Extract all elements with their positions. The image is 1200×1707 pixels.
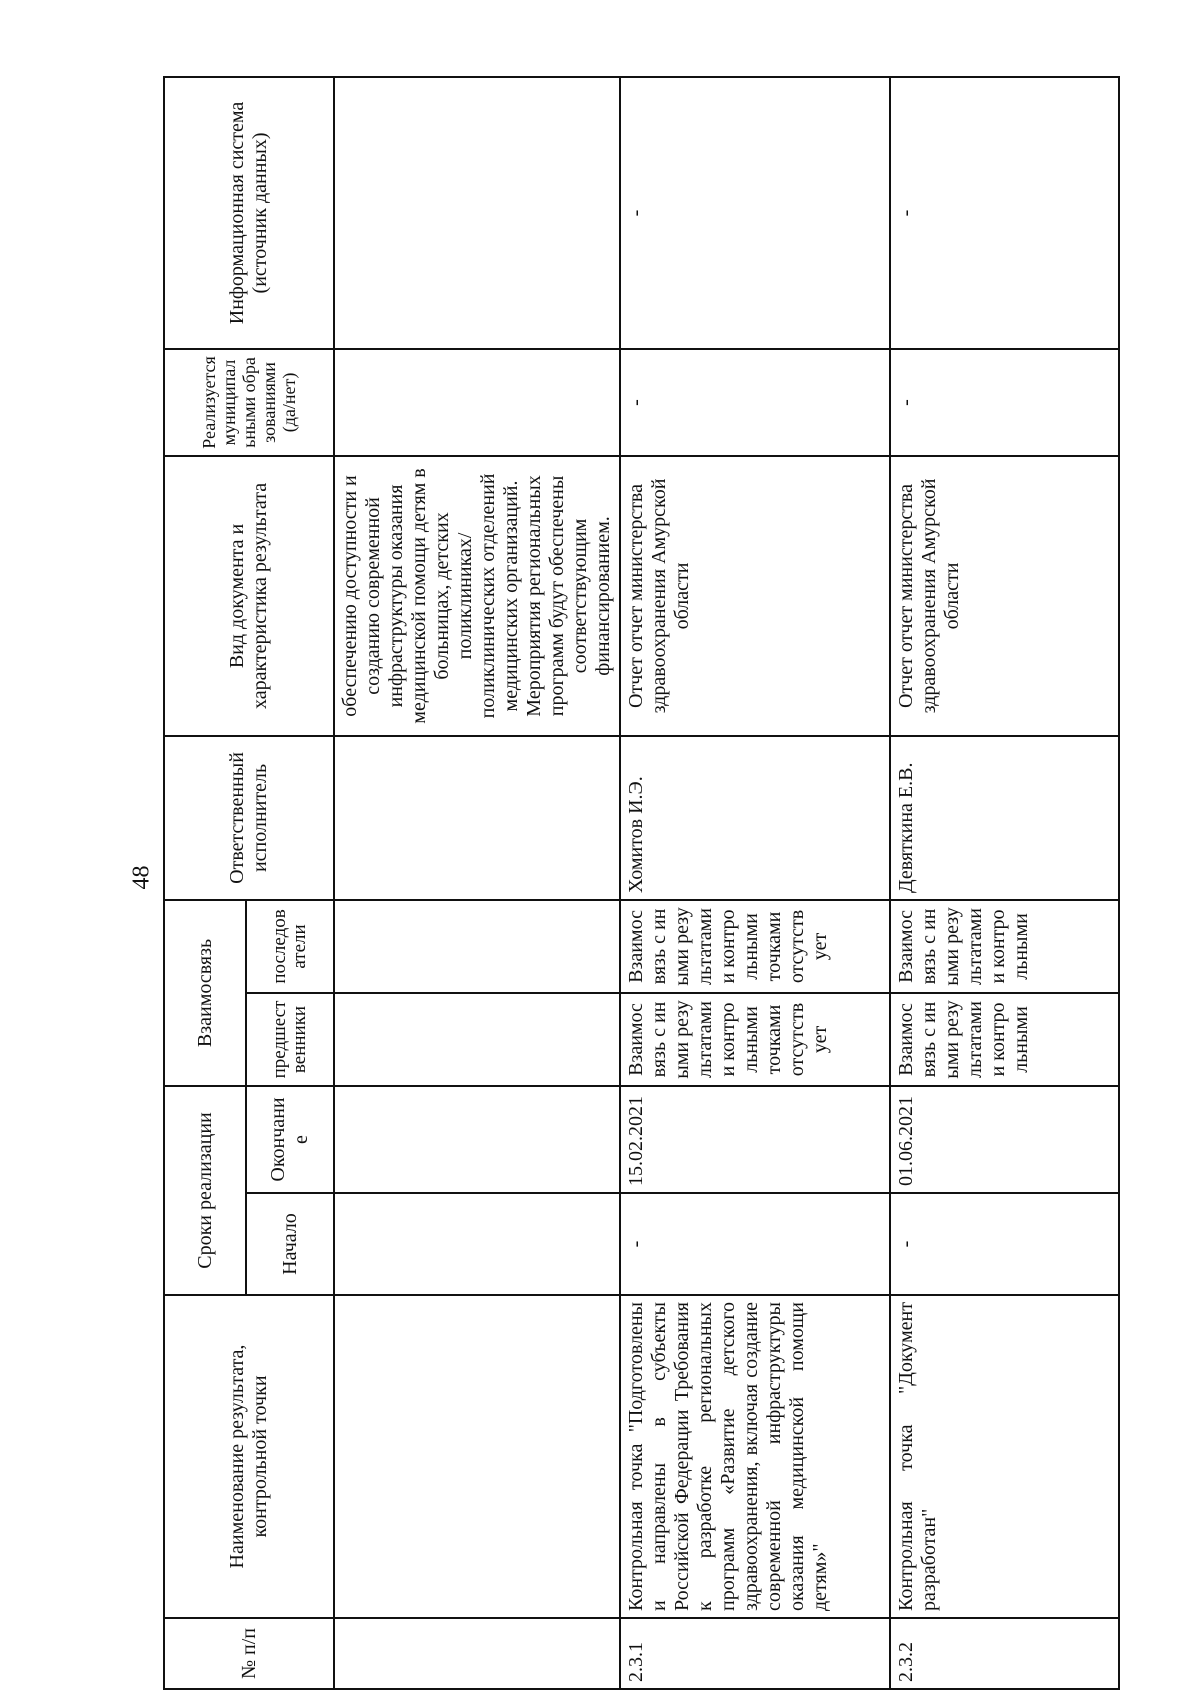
cell-pred: Взаимосвязь с иными результатами и контрольными точками отсутствует: [620, 993, 890, 1086]
cell-num: 2.3.1: [620, 1618, 890, 1689]
header-mun: Реализуется муниципальными образованиями (да/нет): [164, 349, 334, 456]
cell-end: 01.06.2021: [890, 1086, 1119, 1193]
header-pred: предшественники: [246, 993, 334, 1086]
results-table: [163, 76, 1120, 1690]
cell-doc: Отчет отчет министерства здравоохранения Амурской области: [890, 456, 1119, 736]
table-row: [890, 77, 1119, 1689]
header-row-1: [164, 77, 246, 1689]
cell-resp: Девяткина Е.В.: [890, 736, 1119, 900]
cell-start: -: [890, 1193, 1119, 1295]
cell-num: 2.3.2: [890, 1618, 1119, 1689]
cell-succ: Взаимосвязь с иными результатами и контрольными точками отсутствует: [620, 900, 890, 993]
page-number: 48: [128, 865, 155, 890]
header-succ: последователи: [246, 900, 334, 993]
cell-start: [334, 1193, 620, 1295]
cell-mun: -: [620, 349, 890, 456]
cell-name: Контрольная точка "Документ разработан": [890, 1295, 1119, 1618]
cell-start: -: [620, 1193, 890, 1295]
table-row: [620, 77, 890, 1689]
header-start: Начало: [246, 1193, 334, 1295]
cell-info: [334, 77, 620, 349]
header-name: Наименование результата, контрольной точки: [164, 1295, 334, 1618]
header-end: Окончание: [246, 1086, 334, 1193]
cell-info: -: [890, 77, 1119, 349]
cell-doc: Отчет отчет министерства здравоохранения Амурской области: [620, 456, 890, 736]
header-info: Информационная система (источник данных): [164, 77, 334, 349]
cell-mun: [334, 349, 620, 456]
cell-succ: [334, 900, 620, 993]
cell-num: [334, 1618, 620, 1689]
cell-info: -: [620, 77, 890, 349]
cell-pred: [334, 993, 620, 1086]
cell-doc: обеспечению доступности и созданию современной инфраструктуры оказания медицинской помощи детям в больницах, детских поликлиниках/поликлинических отделений медицинских организаций. Мероприятия региональных программ будут обеспечены соответствующим финансированием.: [334, 456, 620, 736]
cell-name: Контрольная точка "Подготовлены и направлены в субъекты Российской Федерации Требования к разработке региональных программ «Развитие детского здравоохранения, включая создание современной инфраструктуры оказания медицинской помощи детям»": [620, 1295, 890, 1618]
cell-resp: Хомитов И.Э.: [620, 736, 890, 900]
header-doc: Вид документа и характеристика результата: [164, 456, 334, 736]
header-terms: Сроки реализации: [164, 1086, 246, 1295]
table-row: [334, 77, 620, 1689]
rotated-table-container: [163, 78, 1118, 1690]
cell-pred: Взаимосвязь с иными результатами и контрольными: [890, 993, 1119, 1086]
header-num: № п/п: [164, 1618, 334, 1689]
header-resp: Ответственный исполнитель: [164, 736, 334, 900]
header-link: Взаимосвязь: [164, 900, 246, 1086]
cell-name: [334, 1295, 620, 1618]
cell-end: [334, 1086, 620, 1193]
cell-resp: [334, 736, 620, 900]
cell-end: 15.02.2021: [620, 1086, 890, 1193]
cell-mun: -: [890, 349, 1119, 456]
cell-succ: Взаимосвязь с иными результатами и контрольными: [890, 900, 1119, 993]
